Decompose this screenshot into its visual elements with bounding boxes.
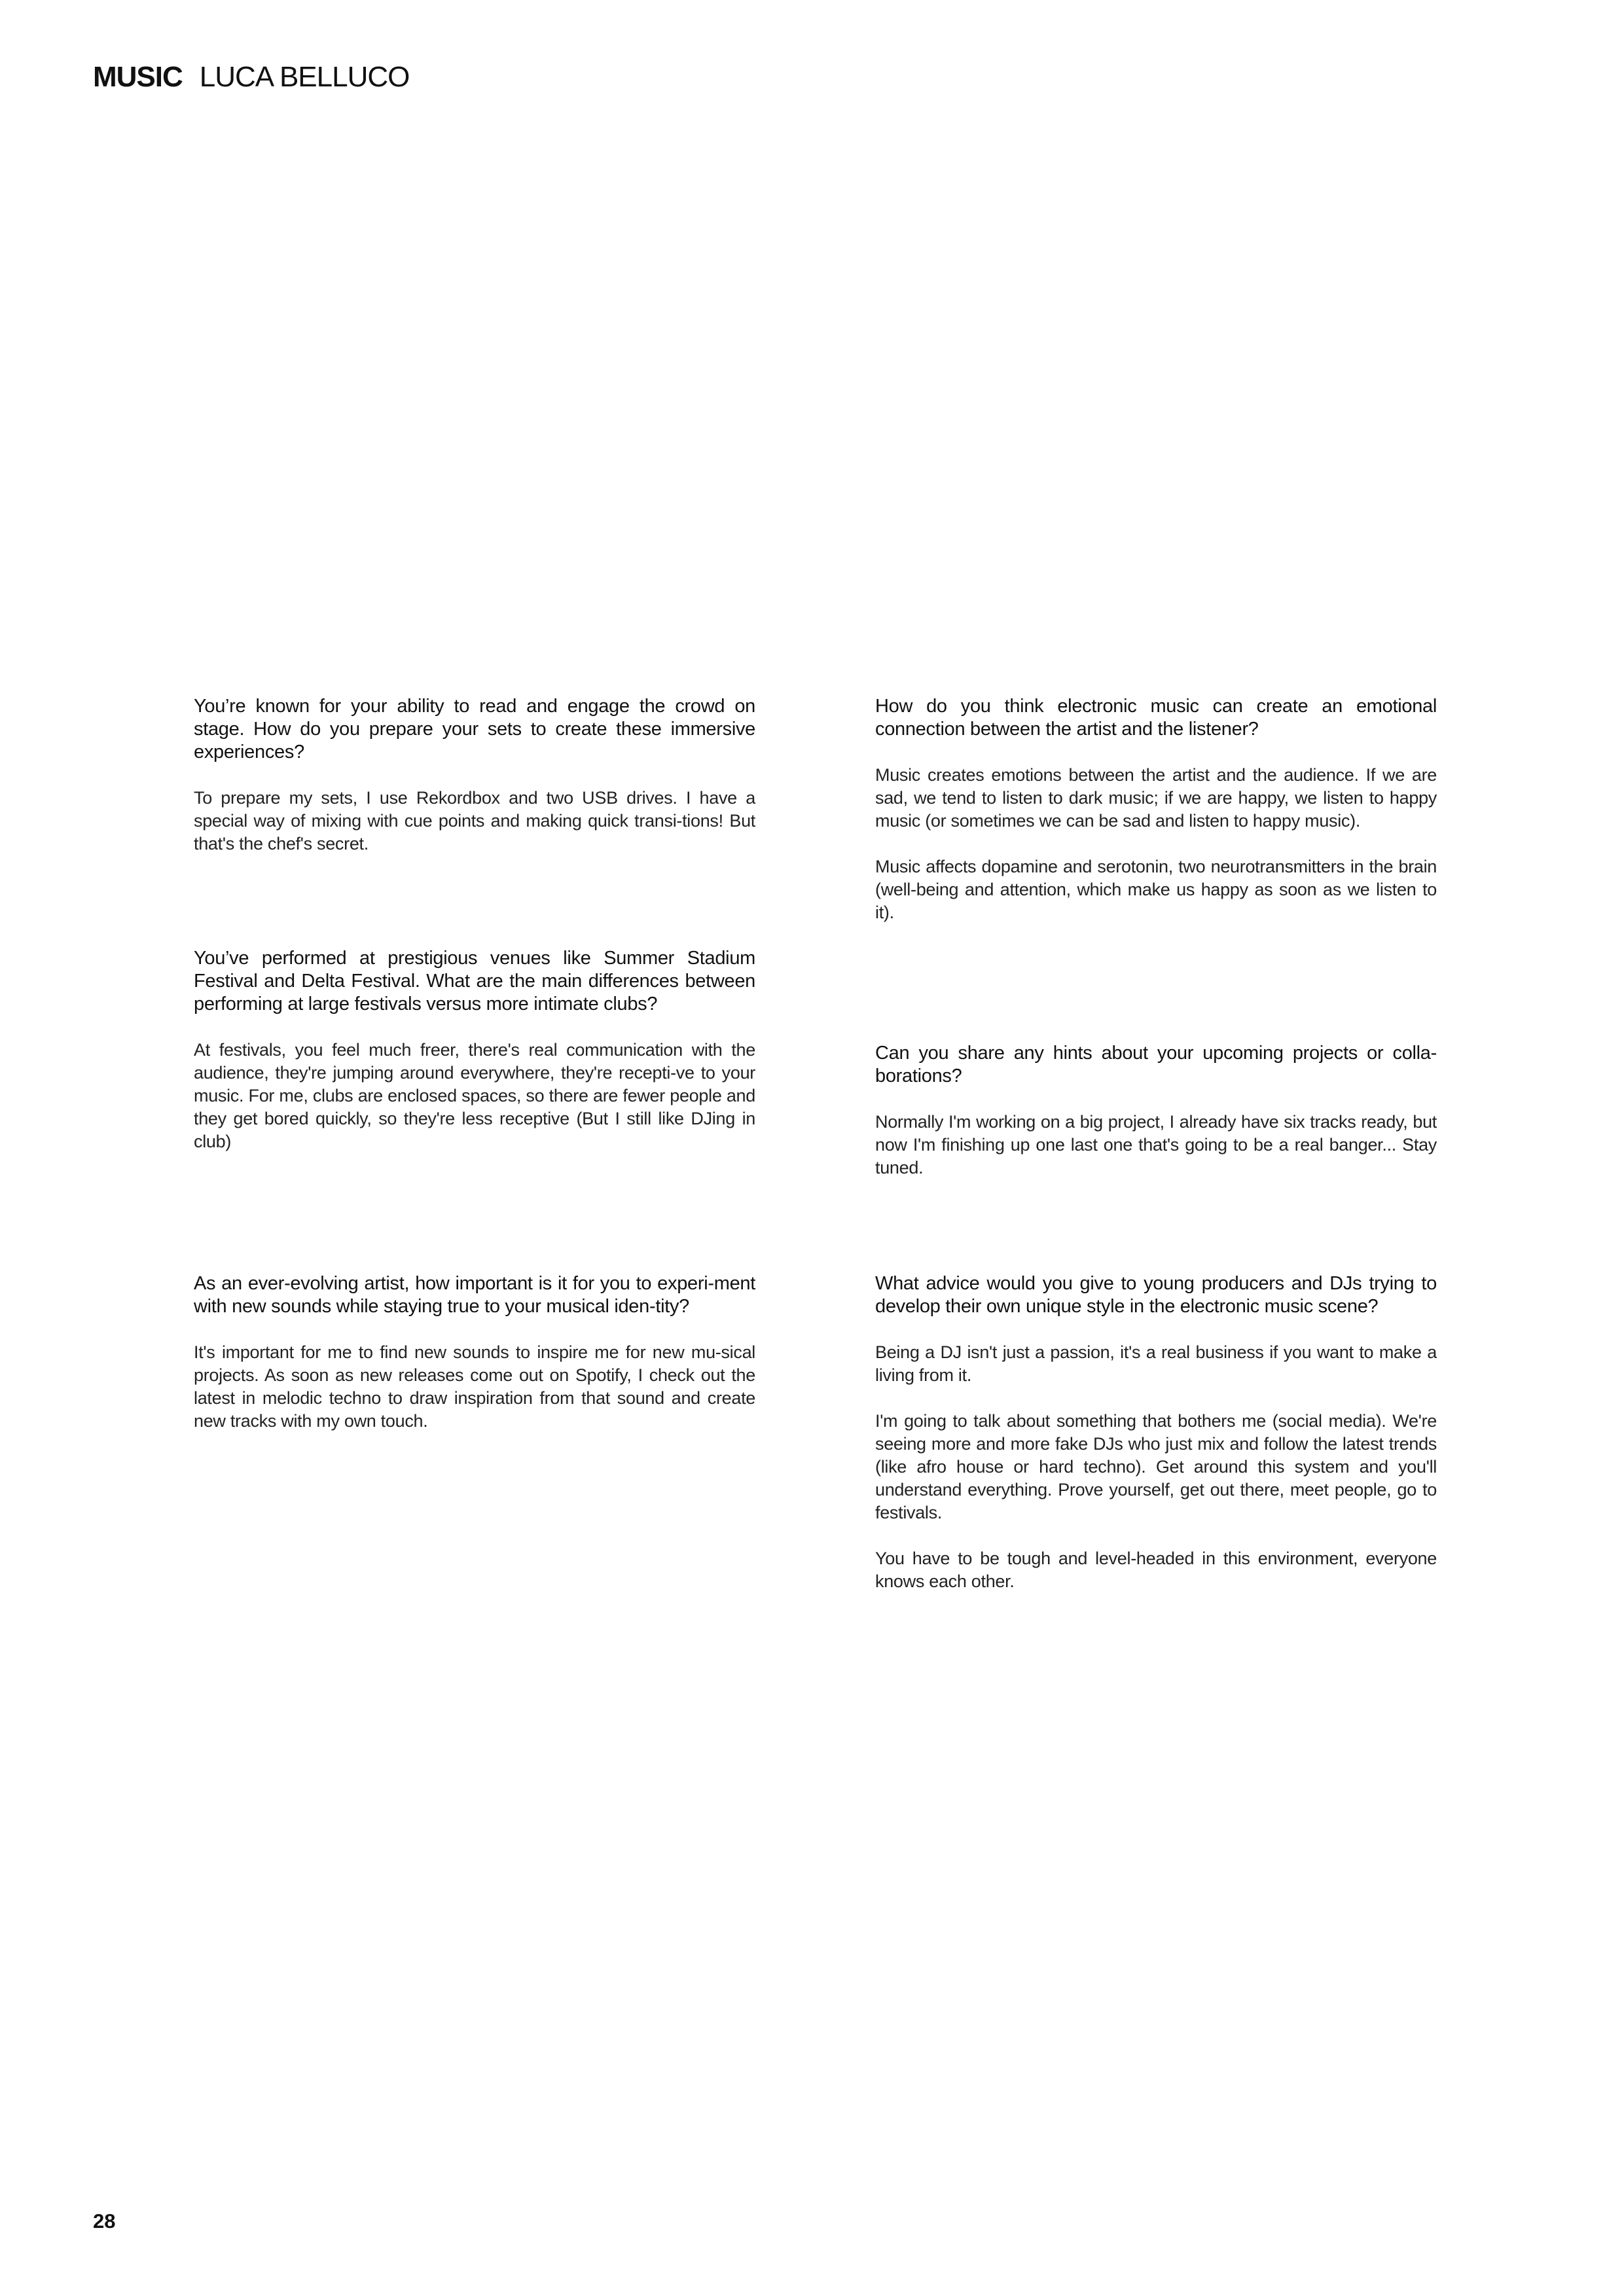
interview-question: As an ever-evolving artist, how important is it for you to experi-ment with new sounds while staying true to your musical iden-tity? [194,1273,755,1317]
interview-question: You’ve performed at prestigious venues like Summer Stadium Festival and Delta Festival. What are the main differences between performing at large festivals versus more intimate clubs? [194,948,755,1014]
page-number: 28 [93,2210,116,2233]
interview-answer: Normally I'm working on a big project, I already have six tracks ready, but now I'm finishing up one last one that's going to be a real banger... Stay tuned. [875,1112,1437,1177]
interview-answer: You have to be tough and level-headed in this environment, everyone knows each other. [875,1549,1437,1591]
interview-answer: It's important for me to find new sounds to inspire me for new mu-sical projects. As soon as new releases come out on Spotify, I check out the latest in melodic techno to draw inspiration from that sound and create new tracks with my own touch. [194,1342,755,1431]
qa-block [875,1042,1437,1179]
interview-answer: Music creates emotions between the artist and the audience. If we are sad, we tend to listen to dark music; if we are happy, we listen to happy music (or sometimes we can be sad and listen to happy music). [875,765,1437,831]
qa-block [875,695,1437,924]
qa-block [194,695,755,855]
interview-answer: To prepare my sets, I use Rekordbox and two USB drives. I have a special way of mixing with cue points and making quick transi-tions! But that's the chef's secret. [194,788,755,853]
interview-answer: I'm going to talk about something that bothers me (social media). We're seeing more and more fake DJs who just mix and follow the latest trends (like afro house or hard techno). Get around this system and you'll understand everything. Prove yourself, get out there, meet people, go to festivals. [875,1411,1437,1522]
interview-question: Can you share any hints about your upcoming projects or colla-borations? [875,1043,1437,1086]
page-header [93,59,409,96]
section-label: MUSIC [93,61,183,93]
interview-answer: Music affects dopamine and serotonin, two neurotransmitters in the brain (well-being and attention, which make us happy as soon as we listen to it). [875,857,1437,922]
qa-block [875,1272,1437,1593]
qa-block [194,1272,755,1433]
interview-answer: At festivals, you feel much freer, there's real communication with the audience, they're jumping around everywhere, they're recepti-ve to your music. For me, clubs are enclosed spaces, so there are fewer people and they get bored quickly, so they're less receptive (But I still like DJing in club) [194,1040,755,1151]
interview-answer: Being a DJ isn't just a passion, it's a real business if you want to make a living from it. [875,1342,1437,1385]
interview-question: What advice would you give to young producers and DJs trying to develop their own unique style in the electronic music scene? [875,1273,1437,1317]
qa-block [194,947,755,1153]
interview-question: How do you think electronic music can create an emotional connection between the artist and the listener? [875,696,1437,740]
artist-name: LUCA BELLUCO [199,61,410,93]
interview-question: You’re known for your ability to read and engage the crowd on stage. How do you prepare your sets to create these immersive experiences? [194,696,755,762]
